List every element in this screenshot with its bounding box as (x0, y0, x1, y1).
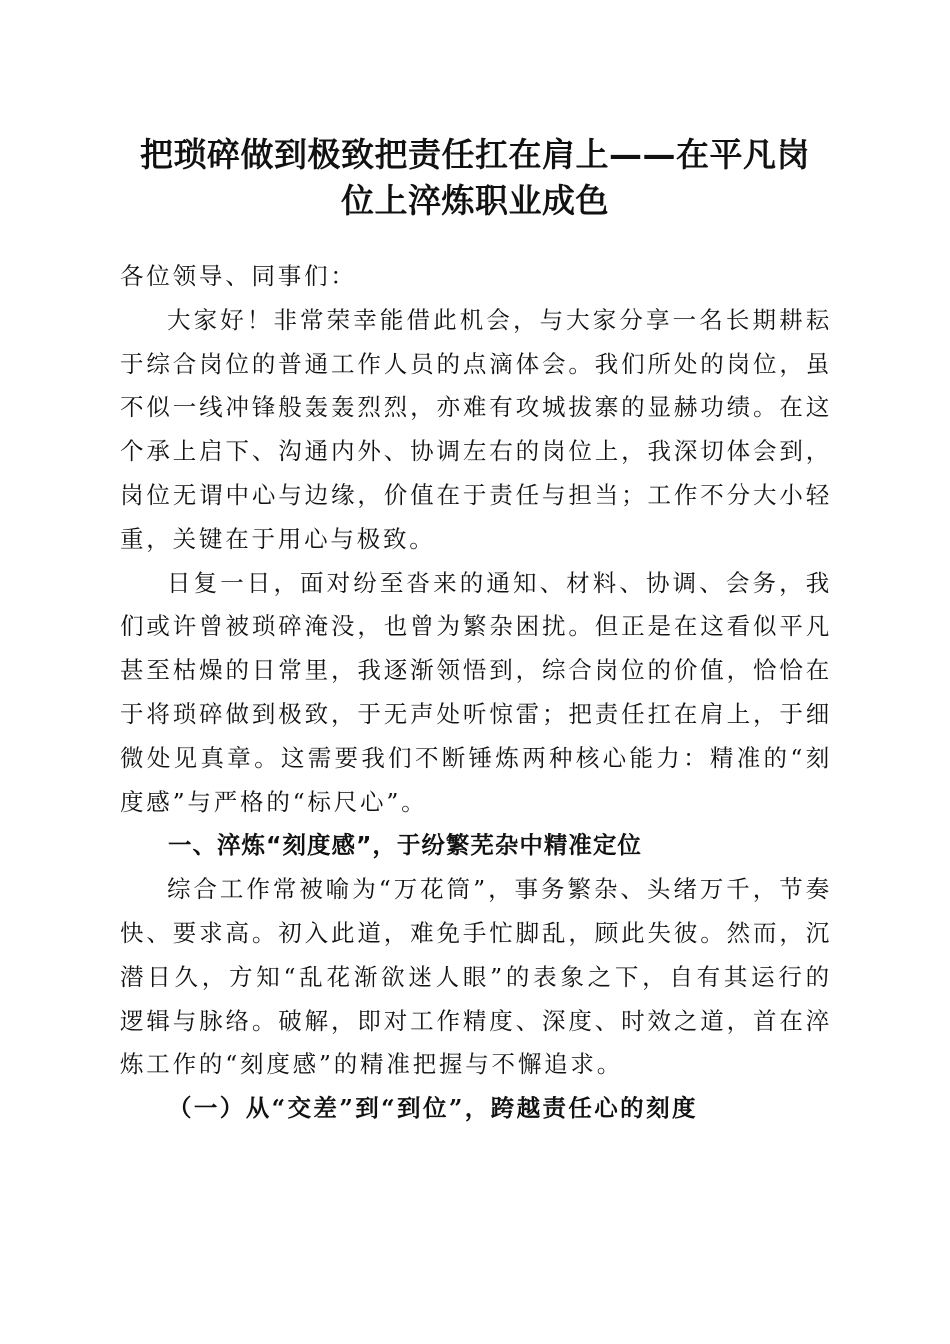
section-heading-1: 一、淬炼“刻度感”，于纷繁芜杂中精准定位 (168, 831, 642, 860)
subsection-heading-1: （一）从“交差”到“到位”，跨越责任心的刻度 (168, 1094, 698, 1123)
paragraph-3: 综合工作常被喻为“万花筒”，事务繁杂、头绪万千，节奏快、要求高。初入此道，难免手忙脚乱，顾此失彼。然而，沉潜日久，方知“乱花渐欲迷人眼”的表象之下，自有其运行的逻辑与脉络。破解，即对工作精度、深度、时效之道，首在淬炼工作的“刻度感”的精准把握与不懈追求。 (120, 875, 832, 1079)
paragraph-1: 大家好！非常荣幸能借此机会，与大家分享一名长期耕耘于综合岗位的普通工作人员的点滴体会。我们所处的岗位，虽不似一线冲锋般轰轰烈烈，亦难有攻城拔寨的显赫功绩。在这个承上启下、沟通内外、协调左右的岗位上，我深切体会到，岗位无谓中心与边缘，价值在于责任与担当；工作不分大小轻重，关键在于用心与极致。 (120, 305, 832, 553)
document-body (120, 255, 832, 1131)
document-title (118, 132, 832, 224)
paragraph-2: 日复一日，面对纷至沓来的通知、材料、协调、会务，我们或许曾被琐碎淹没，也曾为繁杂困扰。但正是在这看似平凡甚至枯燥的日常里，我逐渐领悟到，综合岗位的价值，恰恰在于将琐碎做到极致，于无声处听惊雷；把责任扛在肩上，于细微处见真章。这需要我们不断锤炼两种核心能力：精准的“刻度感”与严格的“标尺心”。 (120, 568, 832, 816)
document-title-line-2: 位上淬炼职业成色 (341, 181, 609, 220)
greeting: 各位领导、同事们： (120, 262, 357, 290)
document-title-line-1: 把琐碎做到极致把责任扛在肩上——在平凡岗 (140, 135, 810, 174)
